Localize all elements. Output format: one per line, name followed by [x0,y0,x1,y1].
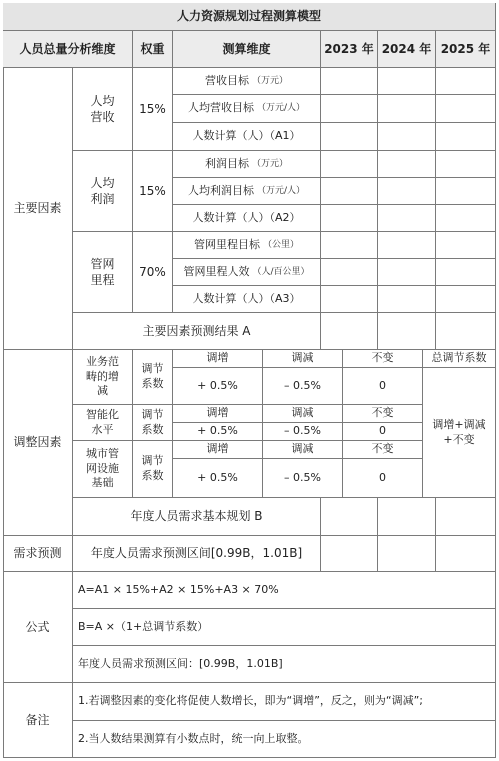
measure-unit: （万元/人） [256,185,306,196]
adjust-factors-label: 调整因素 [3,350,73,536]
year-cell[interactable] [321,313,378,350]
basic-plan-label: 年度人员需求基本规划 B [73,498,321,536]
measure-label: 利润目标 [204,156,249,170]
formula-line-interval: 年度人员需求预测区间：[0.99B，1.01B] [73,646,496,683]
measure-unit: （万元） [251,75,288,86]
header-weight: 权重 [133,31,173,68]
option-unchanged-label: 不变 [343,405,423,423]
main-result-label: 主要因素预测结果 A [73,313,321,350]
table-title: 人力资源规划过程测算模型 [3,3,496,31]
year-cell[interactable] [436,232,496,259]
year-cell[interactable] [378,313,436,350]
option-increase-label: 调增 [173,405,263,423]
option-unchanged-label: 不变 [343,350,423,368]
measure-row [173,205,321,232]
year-cell[interactable] [436,313,496,350]
group-name-profit: 人均 利润 [73,151,133,232]
measure-row [173,259,321,286]
year-cell[interactable] [321,123,378,151]
demand-forecast-label: 需求预测 [3,536,73,572]
year-cell[interactable] [436,205,496,232]
option-unchanged-value: 0 [343,459,423,498]
year-cell[interactable] [378,68,436,95]
year-cell[interactable] [436,68,496,95]
year-cell[interactable] [436,95,496,123]
measure-row [173,151,321,178]
note-line-1: 1.若调整因素的变化将促使人数增长，即为“调增”，反之，则为“调减”; [73,683,496,721]
option-decrease-value: – 0.5% [263,368,343,405]
option-increase-value: + 0.5% [173,423,263,441]
year-cell[interactable] [378,536,436,572]
year-cell[interactable] [378,286,436,313]
year-cell[interactable] [321,68,378,95]
notes-label: 备注 [3,683,73,758]
adjust-item-intelligence: 智能化 水平 [73,405,133,441]
year-cell[interactable] [321,536,378,572]
option-decrease-label: 调减 [263,350,343,368]
header-measure: 测算维度 [173,31,321,68]
option-decrease-value: – 0.5% [263,423,343,441]
measure-label: 人数计算（人）（A3） [192,291,301,305]
formula-line-b: B=A ×（1+总调节系数） [73,609,496,646]
option-unchanged-value: 0 [343,368,423,405]
adjust-item-business-scope: 业务范 畴的增 减 [73,350,133,405]
coef-label: 调节 系数 [133,405,173,441]
option-increase-value: + 0.5% [173,459,263,498]
year-cell[interactable] [378,259,436,286]
year-cell[interactable] [436,123,496,151]
group-name-pipeline: 管网 里程 [73,232,133,313]
measure-unit: （人/百公里） [252,266,310,277]
note-line-2: 2.当人数结果测算有小数点时，统一向上取整。 [73,721,496,758]
group-weight-profit: 15% [133,151,173,232]
year-cell[interactable] [321,259,378,286]
group-weight-pipeline: 70% [133,232,173,313]
year-cell[interactable] [321,232,378,259]
measure-label: 人数计算（人）（A1） [192,129,301,143]
year-cell[interactable] [321,178,378,205]
option-decrease-label: 调减 [263,405,343,423]
year-cell[interactable] [378,178,436,205]
measure-label: 营收目标 [204,73,249,87]
option-unchanged-label: 不变 [343,441,423,459]
year-cell[interactable] [321,95,378,123]
option-decrease-label: 调减 [263,441,343,459]
year-cell[interactable] [378,95,436,123]
measure-label: 人数计算（人）（A2） [192,210,301,224]
measure-label: 管网里程目标 [193,237,260,251]
demand-forecast-value: 年度人员需求预测区间[0.99B，1.01B] [73,536,321,572]
year-cell[interactable] [378,232,436,259]
measure-row [173,178,321,205]
measure-unit: （公里） [262,239,299,250]
year-cell[interactable] [436,259,496,286]
option-increase-label: 调增 [173,350,263,368]
year-cell[interactable] [321,151,378,178]
measure-label: 人均利润目标 [187,183,254,197]
option-increase-value: + 0.5% [173,368,263,405]
main-factors-label: 主要因素 [3,68,73,350]
measure-row [173,95,321,123]
measure-row [173,123,321,151]
header-year-2025: 2025 年 [436,31,496,68]
year-cell[interactable] [378,123,436,151]
header-dimension: 人员总量分析维度 [3,31,133,68]
measure-label: 人均营收目标 [187,101,254,115]
year-cell[interactable] [321,286,378,313]
measure-row [173,286,321,313]
year-cell[interactable] [436,178,496,205]
year-cell[interactable] [436,536,496,572]
total-coef-header: 总调节系数 [423,350,496,368]
year-cell[interactable] [378,205,436,232]
year-cell[interactable] [321,205,378,232]
formula-label: 公式 [3,572,73,683]
group-name-revenue: 人均 营收 [73,68,133,151]
option-unchanged-value: 0 [343,423,423,441]
year-cell[interactable] [436,498,496,536]
group-weight-revenue: 15% [133,68,173,151]
measure-label: 管网里程人效 [183,264,250,278]
adjust-item-pipeline-infrastructure: 城市管 网设施 基础 [73,441,133,498]
year-cell[interactable] [378,498,436,536]
formula-line-a: A=A1 × 15%+A2 × 15%+A3 × 70% [73,572,496,609]
option-decrease-value: – 0.5% [263,459,343,498]
measure-row [173,68,321,95]
total-coef-value: 调增+调减 +不变 [423,368,496,498]
coef-label: 调节 系数 [133,441,173,498]
year-cell[interactable] [436,286,496,313]
year-cell[interactable] [321,498,378,536]
header-year-2023: 2023 年 [321,31,378,68]
year-cell[interactable] [436,151,496,178]
coef-label: 调节 系数 [133,350,173,405]
header-year-2024: 2024 年 [378,31,436,68]
measure-unit: （万元） [251,158,288,169]
measure-unit: （万元/人） [256,103,306,114]
option-increase-label: 调增 [173,441,263,459]
year-cell[interactable] [378,151,436,178]
measure-row [173,232,321,259]
